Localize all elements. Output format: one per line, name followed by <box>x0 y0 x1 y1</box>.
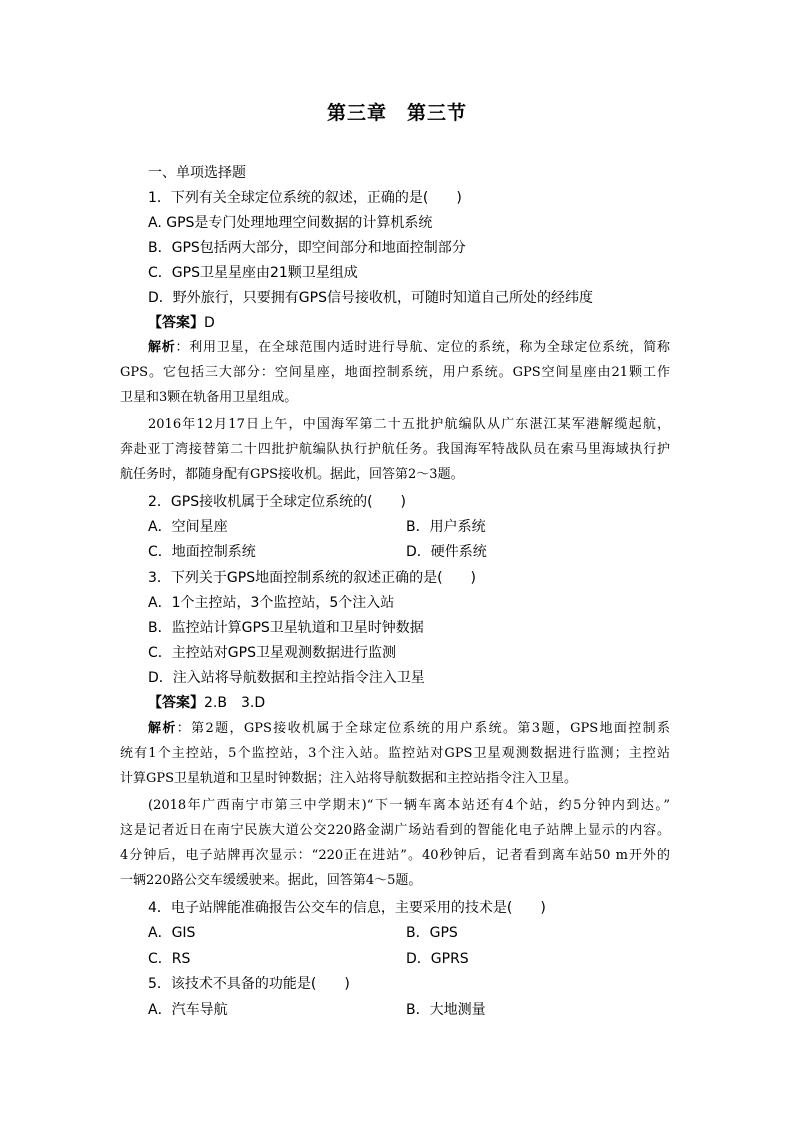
q3-explanation-line2: 统有1个主控站，5个监控站，3个注入站。监控站对GPS卫星观测数据进行监测；主控站 <box>120 746 670 761</box>
q3-option-a: A．1个主控站，3个监控站，5个注入站 <box>148 595 395 611</box>
q3-answer <box>148 694 265 712</box>
q4-stem: 4．电子站牌能准确报告公交车的信息，主要采用的技术是( ) <box>148 900 546 916</box>
q3-option-c: C．主控站对GPS卫星观测数据进行监测 <box>148 645 396 661</box>
passage1-line1: 2016年12月17日上午，中国海军第二十五批护航编队从广东湛江某军港解缆起航， <box>148 417 670 432</box>
q1-option-c: C．GPS卫星星座由21颗卫星组成 <box>148 265 358 281</box>
q1-stem: 1．下列有关全球定位系统的叙述，正确的是( ) <box>148 190 462 206</box>
q2-option-d: D．硬件系统 <box>406 544 487 560</box>
q4-option-a: A．GIS <box>148 925 196 941</box>
q1-explanation-line2: GPS。它包括三大部分：空间星座，地面控制系统，用户系统。GPS空间星座由21颗工作 <box>120 365 670 380</box>
answer-label: 【答案】 <box>148 315 204 331</box>
q2-option-b: B．用户系统 <box>406 519 486 535</box>
passage2-line4: 一辆220路公交车缓缓驶来。据此，回答第4～5题。 <box>120 873 422 888</box>
passage2-line3: 4分钟后，电子站牌再次显示：“220正在进站”。40秒钟后，记者看到离车站50 m开外的 <box>120 848 670 863</box>
q4-option-b: B．GPS <box>406 925 458 941</box>
passage2-line1: (2018年广西南宁市第三中学期末)“下一辆车离本站还有4个站，约5分钟内到达。” <box>148 798 670 813</box>
answer-value: D <box>204 315 215 331</box>
passage1-line2: 奔赴亚丁湾接替第二十四批护航编队执行护航任务。我国海军特战队员在索马里海域执行护 <box>120 442 670 457</box>
q1-option-d: D．野外旅行，只要拥有GPS信号接收机，可随时知道自己所处的经纬度 <box>148 290 593 306</box>
section-heading: 一、单项选择题 <box>148 165 246 181</box>
explanation-label: 解析 <box>148 721 177 736</box>
q5-stem: 5．该技术不具备的功能是( ) <box>148 976 350 992</box>
q2-stem: 2．GPS接收机属于全球定位系统的( ) <box>148 494 407 510</box>
q3-stem: 3．下列关于GPS地面控制系统的叙述正确的是( ) <box>148 570 477 586</box>
q2-option-c: C．地面控制系统 <box>148 544 256 560</box>
q1-option-a: A. GPS是专门处理地理空间数据的计算机系统 <box>148 215 433 231</box>
q1-explanation-line3: 卫星和3颗在轨备用卫星组成。 <box>120 390 298 405</box>
explanation-label: 解析 <box>148 340 176 355</box>
page-title: 第三章 第三节 <box>326 102 467 124</box>
q1-answer <box>148 314 215 332</box>
q3-option-d: D．注入站将导航数据和主控站指令注入卫星 <box>148 670 425 686</box>
q2-option-a: A．空间星座 <box>148 519 228 535</box>
q4-option-c: C．RS <box>148 951 191 967</box>
q1-explanation-line1: 解析：利用卫星，在全球范围内适时进行导航、定位的系统，称为全球定位系统，简称 <box>148 340 670 355</box>
q3-option-b: B．监控站计算GPS卫星轨道和卫星时钟数据 <box>148 620 424 636</box>
q4-option-d: D．GPRS <box>406 951 469 967</box>
passage2-line2: 这是记者近日在南宁民族大道公交220路金湖广场站看到的智能化电子站牌上显示的内容。 <box>120 823 670 838</box>
q5-option-a: A．汽车导航 <box>148 1002 228 1018</box>
answer-label: 【答案】 <box>148 695 204 711</box>
q1-option-b: B．GPS包括两大部分，即空间部分和地面控制部分 <box>148 240 466 256</box>
answer-value: 2.B 3.D <box>204 695 266 711</box>
q3-explanation-line1: 解析：第2题，GPS接收机属于全球定位系统的用户系统。第3题，GPS地面控制系 <box>148 721 670 736</box>
q3-explanation-line3: 计算GPS卫星轨道和卫星时钟数据；注入站将导航数据和主控站指令注入卫星。 <box>120 771 578 786</box>
q5-option-b: B．大地测量 <box>406 1002 486 1018</box>
passage1-line3: 航任务时，都随身配有GPS接收机。据此，回答第2～3题。 <box>120 467 464 482</box>
